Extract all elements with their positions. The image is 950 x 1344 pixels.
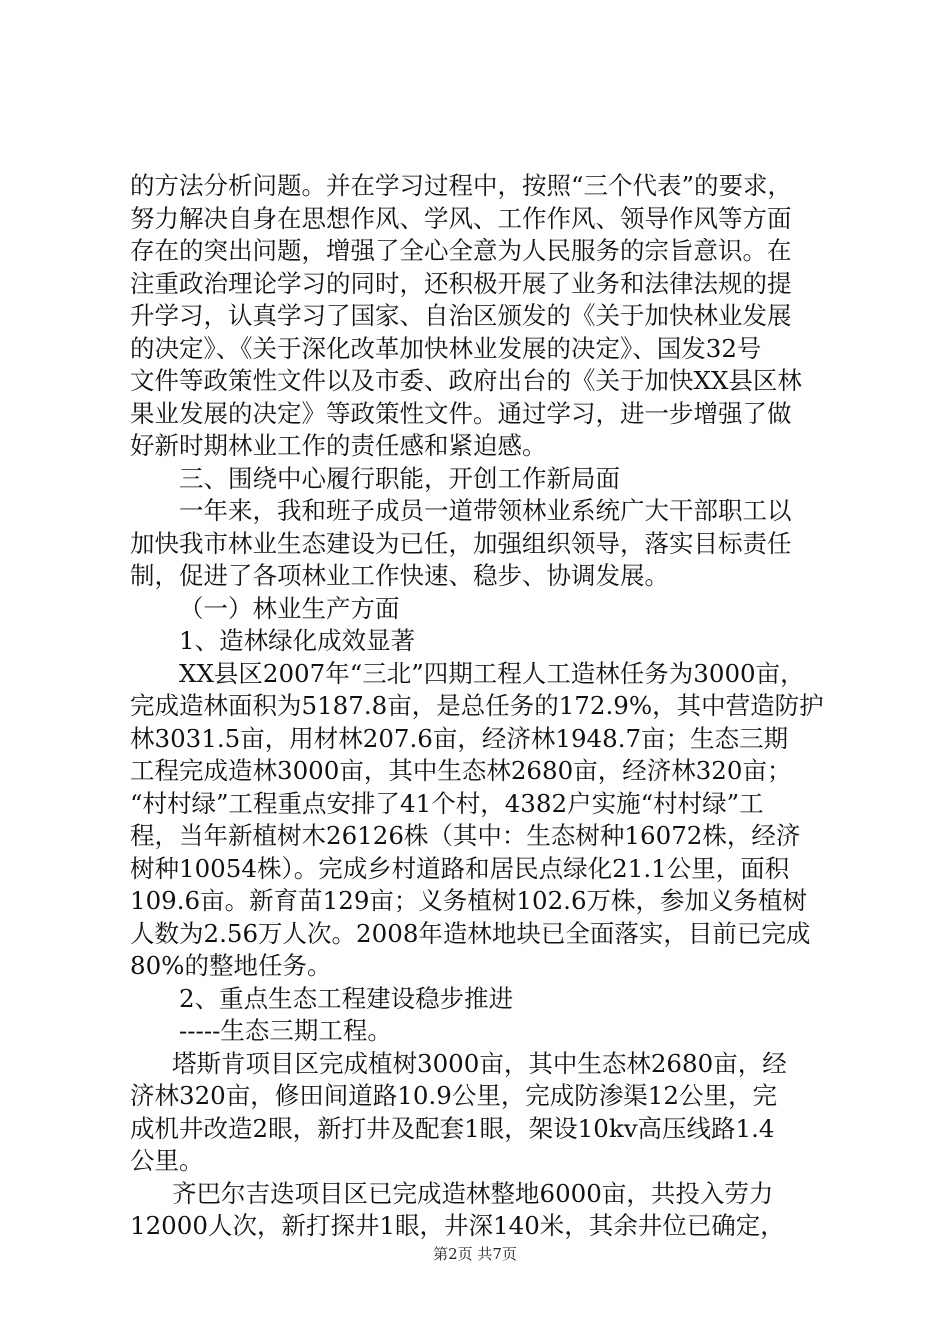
body-line-28: 塔斯肯项目区完成植树3000亩，其中生态林2680亩，经 bbox=[172, 1048, 787, 1078]
body-line-8: 果业发展的决定》等政策性文件。通过学习，进一步增强了做 bbox=[130, 398, 792, 428]
body-line-33: 12000人次，新打探井1眼，井深140米，其余井位已确定， bbox=[130, 1211, 785, 1240]
section-heading-3: 三、围绕中心履行职能，开创工作新局面 bbox=[179, 463, 620, 493]
body-line-18: 林3031.5亩，用材林207.6亩，经济林1948.7亩；生态三期 bbox=[130, 723, 789, 753]
body-line-21: 程，当年新植树木26126株（其中：生态树种16072株，经济 bbox=[130, 821, 801, 850]
body-line-31: 公里。 bbox=[130, 1146, 204, 1175]
body-line-6: 的决定》、《关于深化改革加快林业发展的决定》、国发32号 bbox=[130, 333, 762, 363]
body-line-24: 人数为2.56万人次。2008年造林地块已全面落实，目前已完成 bbox=[130, 918, 811, 948]
item-heading-2: 2、重点生态工程建设稳步推进 bbox=[179, 983, 514, 1013]
body-line-9: 好新时期林业工作的责任感和紧迫感。 bbox=[130, 431, 547, 460]
body-line-20: “村村绿”工程重点安排了41个村，4382户实施“村村绿”工 bbox=[130, 788, 764, 818]
body-line-23: 109.6亩。新育苗129亩；义务植树102.6万株，参加义务植树 bbox=[130, 886, 808, 915]
body-line-1: 的方法分析问题。并在学习过程中，按照“三个代表”的要求， bbox=[130, 171, 793, 200]
body-line-25: 80%的整地任务。 bbox=[130, 951, 332, 980]
body-line-22: 树种10054株）。完成乡村道路和居民点绿化21.1公里，面积 bbox=[130, 853, 790, 883]
document-body bbox=[130, 170, 830, 1243]
body-line-29: 济林320亩，修田间道路10.9公里，完成防渗渠12公里，完 bbox=[130, 1081, 777, 1110]
body-line-13: 制，促进了各项林业工作快速、稳步、协调发展。 bbox=[130, 561, 669, 590]
body-line-19: 工程完成造林3000亩，其中生态林2680亩，经济林320亩； bbox=[130, 756, 792, 785]
page-footer: 第2页 共7页 bbox=[433, 1245, 517, 1263]
body-line-3: 存在的突出问题，增强了全心全意为人民服务的宗旨意识。在 bbox=[130, 236, 792, 265]
body-line-16: XX县区2007年“三北”四期工程人工造林任务为3000亩， bbox=[179, 658, 805, 688]
body-line-11: 一年来，我和班子成员一道带领林业系统广大干部职工以 bbox=[179, 496, 792, 525]
subsection-heading-1: （一）林业生产方面 bbox=[179, 593, 400, 623]
body-line-17: 完成造林面积为5187.8亩，是总任务的172.9%，其中营造防护 bbox=[130, 691, 824, 720]
body-line-2: 努力解决自身在思想作风、学风、工作作风、领导作风等方面 bbox=[130, 203, 792, 233]
body-line-32: 齐巴尔吉迭项目区已完成造林整地6000亩，共投入劳力 bbox=[172, 1178, 774, 1208]
project-heading: -----生态三期工程。 bbox=[179, 1016, 392, 1045]
body-line-4: 注重政治理论学习的同时，还积极开展了业务和法律法规的提 bbox=[130, 268, 792, 298]
body-line-5: 升学习，认真学习了国家、自治区颁发的《关于加快林业发展 bbox=[130, 301, 792, 330]
body-line-30: 成机井改造2眼，新打井及配套1眼，架设10kv高压线路1.4 bbox=[130, 1113, 775, 1143]
body-line-12: 加快我市林业生态建设为已任，加强组织领导，落实目标责任 bbox=[130, 528, 792, 558]
item-heading-1: 1、造林绿化成效显著 bbox=[179, 626, 416, 655]
body-line-7: 文件等政策性文件以及市委、政府出台的《关于加快XX县区林 bbox=[130, 366, 802, 395]
